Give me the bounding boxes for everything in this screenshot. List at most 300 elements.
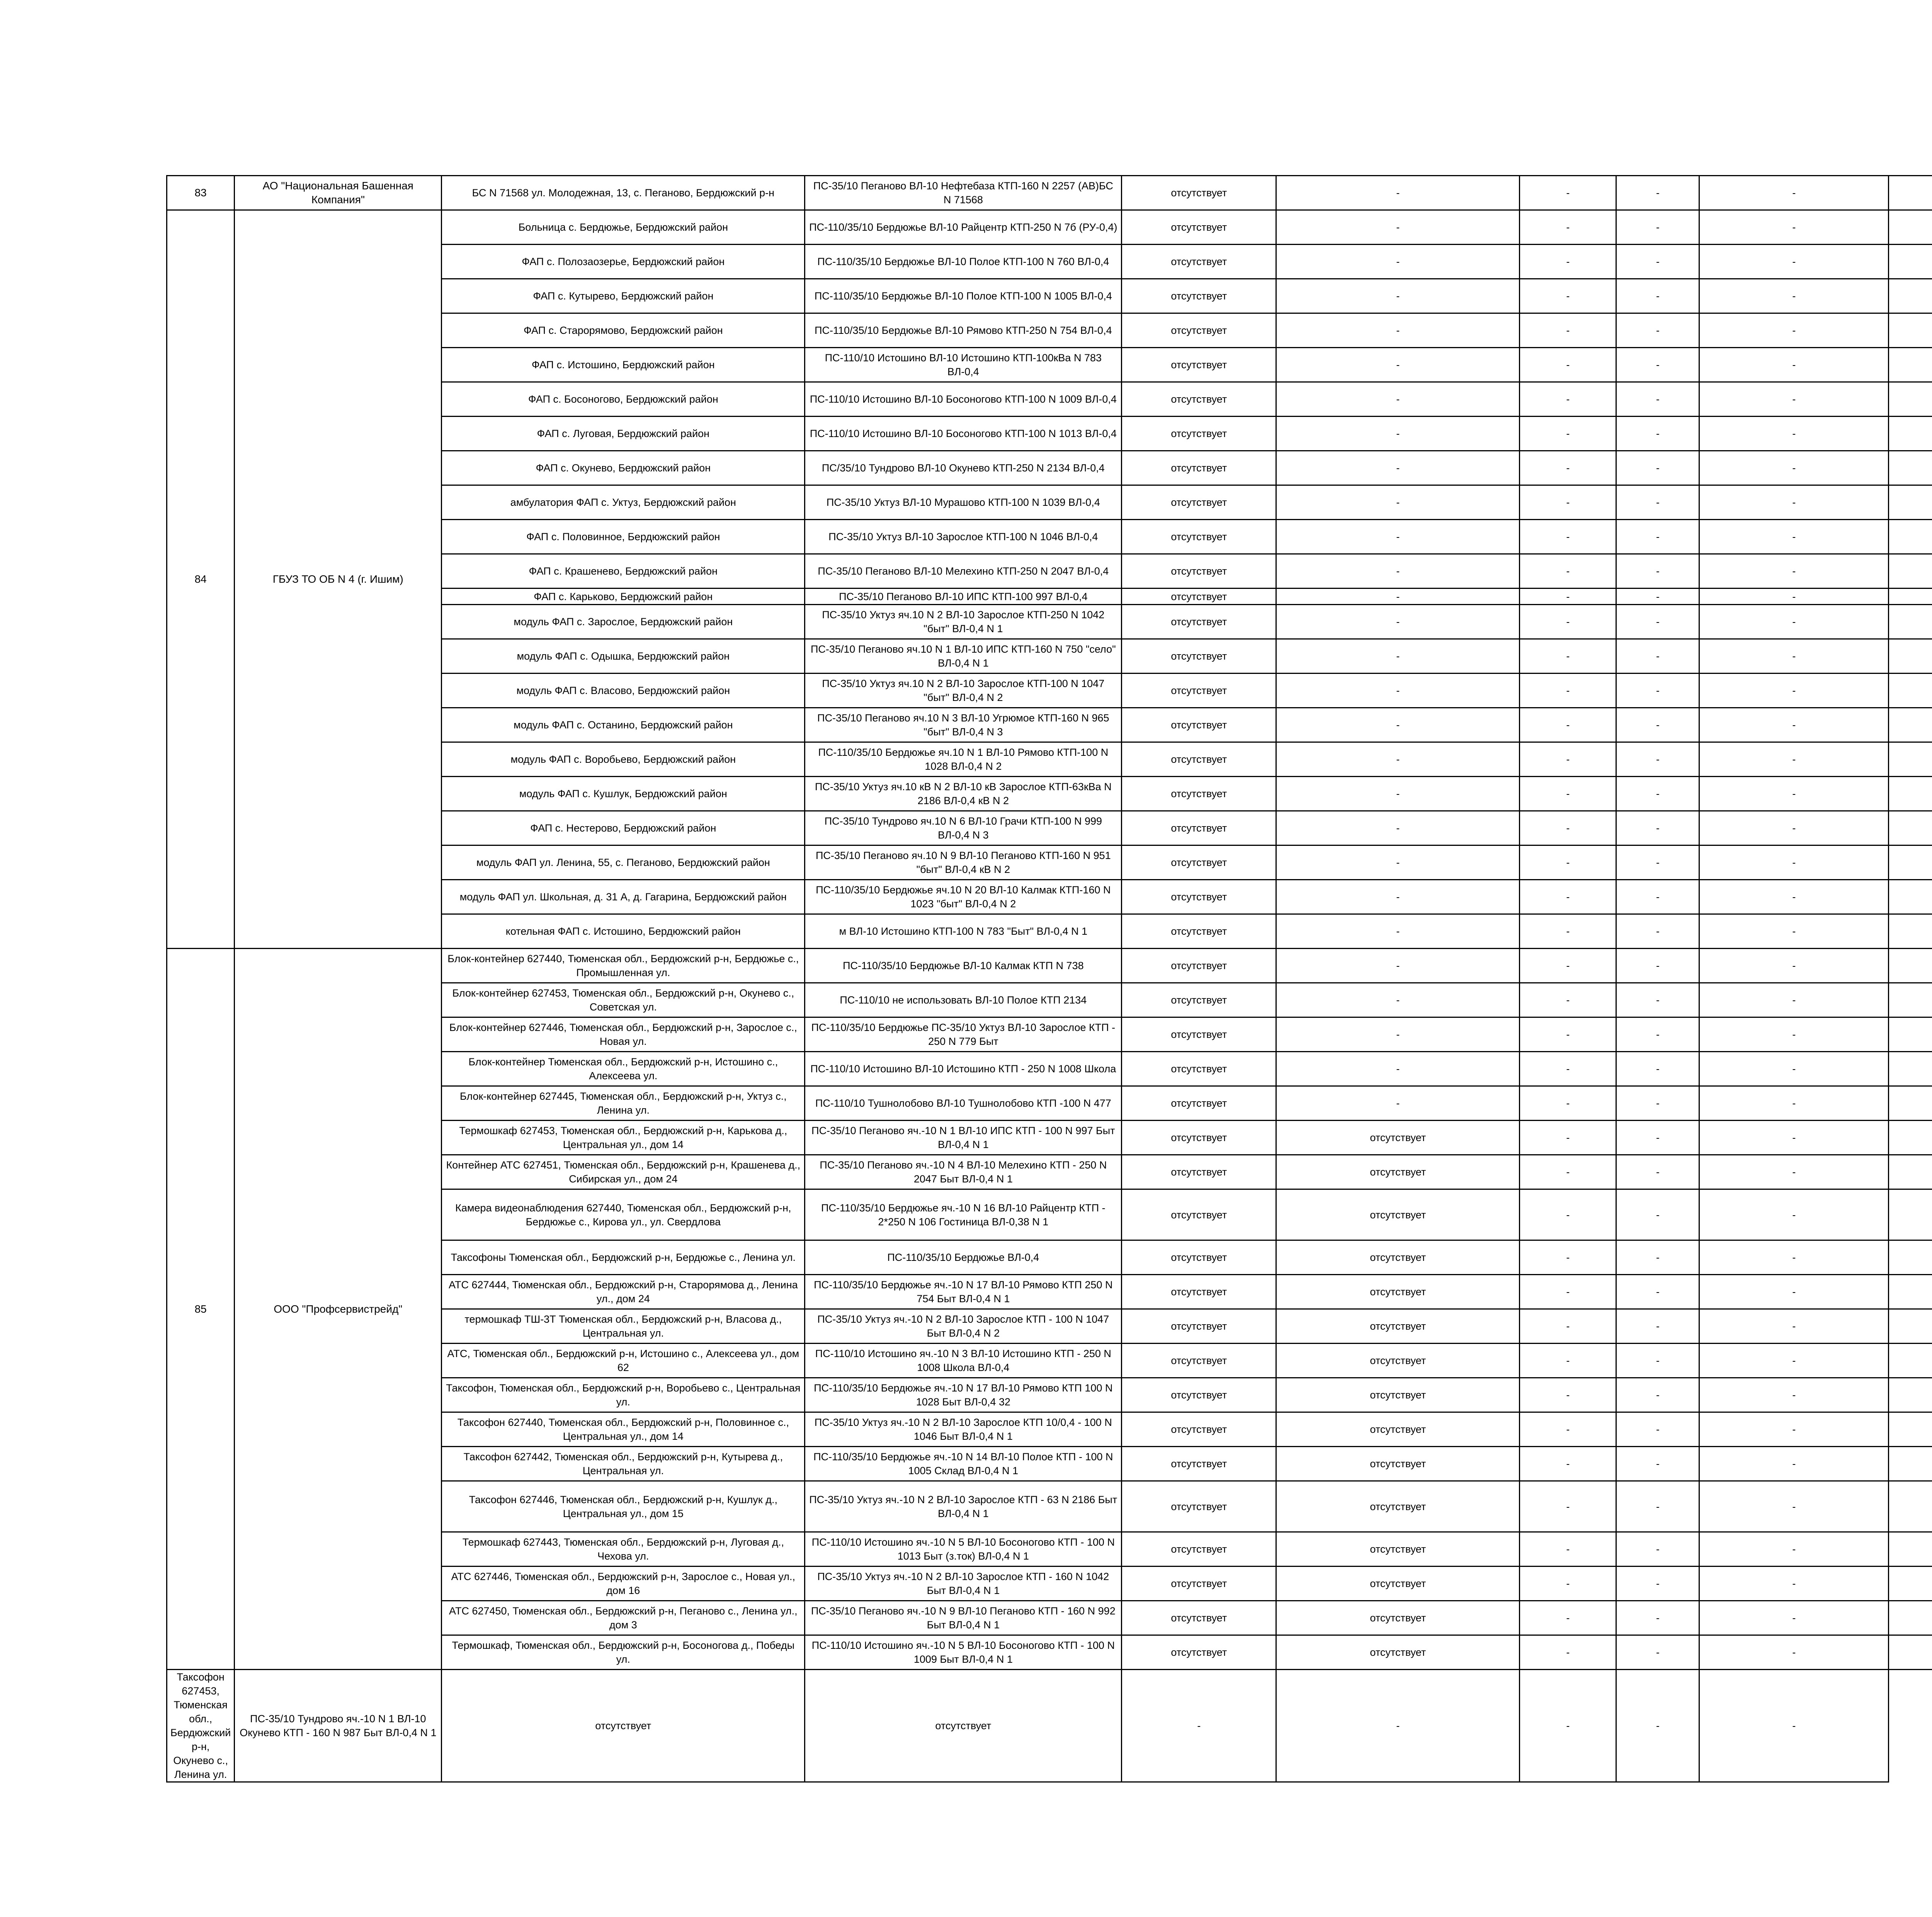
col7-cell: - [1520,589,1616,605]
object-cell: ФАП с. Окунево, Бердюжский район [442,451,805,485]
object-cell: ФАП с. Нестерово, Бердюжский район [442,811,805,845]
feeder-cell: ПС-35/10 Уктуз яч.-10 N 2 ВЛ-10 Зарослое КТП 10/0,4 - 100 N 1046 Быт ВЛ-0,4 N 1 [805,1412,1122,1447]
object-cell: ФАП с. Кутырево, Бердюжский район [442,279,805,313]
col10-cell [1889,1378,1932,1412]
col7-cell: - [1520,639,1616,674]
col7-cell: - [1520,451,1616,485]
col8-cell: - [1616,914,1699,949]
col7-cell: - [1520,210,1616,245]
status-cell: отсутствует [1122,639,1276,674]
col10-cell [1889,1309,1932,1344]
feeder-cell: ПС-110/35/10 Бердюжье яч.10 N 1 ВЛ-10 Рямово КТП-100 N 1028 ВЛ-0,4 N 2 [805,742,1122,777]
col9-cell: - [1699,313,1889,348]
feeder-cell: ПС-35/10 Пеганово ВЛ-10 Нефтебаза КТП-160 N 2257 (АВ)БС N 71568 [805,176,1122,210]
status-cell: отсутствует [1122,382,1276,417]
status2-cell: отсутствует [1276,1344,1520,1378]
col10-cell [1889,1275,1932,1309]
status-cell: отсутствует [1122,674,1276,708]
col7-cell: - [1520,348,1616,382]
col10-cell [1889,639,1932,674]
col8-cell: - [1616,1017,1699,1052]
col8-cell: - [1616,1086,1699,1121]
col10-cell [1889,348,1932,382]
col10-cell [1889,1344,1932,1378]
col7-cell: - [1520,1344,1616,1378]
col8-cell: - [1276,1670,1520,1782]
col10-cell [1889,382,1932,417]
col10-cell [1889,914,1932,949]
col9-cell: - [1699,983,1889,1017]
feeder-cell: ПС-110/10 Истошино ВЛ-10 Истошино КТП-100кВа N 783 ВЛ-0,4 [805,348,1122,382]
status-cell: отсутствует [1122,983,1276,1017]
object-cell: ФАП с. Босоногово, Бердюжский район [442,382,805,417]
col9-cell: - [1699,1052,1889,1086]
status-cell: отсутствует [1122,1275,1276,1309]
status2-cell: - [1276,520,1520,554]
feeder-cell: ПС-110/10 Истошино яч.-10 N 3 ВЛ-10 Истошино КТП - 250 N 1008 Школа ВЛ-0,4 [805,1344,1122,1378]
col8-cell: - [1616,1635,1699,1670]
status-cell: отсутствует [1122,485,1276,520]
col7-cell: - [1520,1378,1616,1412]
feeder-cell: ПС-110/10 не использовать ВЛ-10 Полое КТП 2134 [805,983,1122,1017]
status2-cell: - [1276,983,1520,1017]
status2-cell: отсутствует [1276,1447,1520,1481]
feeder-cell: ПС-110/35/10 Бердюжье ВЛ-0,4 [805,1240,1122,1275]
col7-cell: - [1520,845,1616,880]
status-cell: отсутствует [1122,451,1276,485]
status2-cell: отсутствует [805,1670,1122,1782]
col7-cell: - [1520,1240,1616,1275]
col8-cell: - [1616,983,1699,1017]
status2-cell: - [1276,708,1520,742]
object-cell: модуль ФАП ул. Школьная, д. 31 А, д. Гагарина, Бердюжский район [442,880,805,914]
object-cell: ФАП с. Полозаозерье, Бердюжский район [442,245,805,279]
col10-cell [1889,210,1932,245]
status-cell: отсутствует [1122,742,1276,777]
feeder-cell: ПС-35/10 Пеганово яч.10 N 1 ВЛ-10 ИПС КТП-160 N 750 "село" ВЛ-0,4 N 1 [805,639,1122,674]
status2-cell: отсутствует [1276,1481,1520,1532]
feeder-cell: ПС-110/35/10 Бердюжье ВЛ-10 Калмак КТП N 738 [805,949,1122,983]
object-cell: Таксофон 627440, Тюменская обл., Бердюжский р-н, Половинное с., Центральная ул., дом 14 [442,1412,805,1447]
data-table [166,175,1932,1783]
col9-cell: - [1699,1344,1889,1378]
col9-cell: - [1699,1086,1889,1121]
col7-cell: - [1520,880,1616,914]
status2-cell: - [1276,382,1520,417]
col9-cell: - [1699,485,1889,520]
col10-cell [1889,1240,1932,1275]
feeder-cell: ПС-35/10 Уктуз ВЛ-10 Мурашово КТП-100 N 1039 ВЛ-0,4 [805,485,1122,520]
object-cell: модуль ФАП с. Останино, Бердюжский район [442,708,805,742]
feeder-cell: ПС-35/10 Пеганово яч.-10 N 9 ВЛ-10 Пеганово КТП - 160 N 992 Быт ВЛ-0,4 N 1 [805,1601,1122,1635]
col7-cell: - [1520,983,1616,1017]
table-row [167,949,1932,983]
status-cell: отсутствует [1122,1412,1276,1447]
col10-cell [1889,313,1932,348]
col9-cell: - [1699,708,1889,742]
object-cell: Таксофон 627453, Тюменская обл., Бердюжский р-н, Окунево с., Ленина ул. [167,1670,235,1782]
feeder-cell: ПС-110/35/10 Бердюжье ВЛ-10 Рямово КТП-250 N 754 ВЛ-0,4 [805,313,1122,348]
col7-cell: - [1520,176,1616,210]
col9-cell: - [1699,1309,1889,1344]
object-cell: Таксофон 627442, Тюменская обл., Бердюжский р-н, Кутырева д., Центральная ул. [442,1447,805,1481]
status-cell: отсутствует [1122,1378,1276,1412]
status-cell: отсутствует [1122,949,1276,983]
object-cell: Блок-контейнер Тюменская обл., Бердюжский р-н, Истошино с., Алексеева ул. [442,1052,805,1086]
status2-cell: - [1276,176,1520,210]
object-cell: котельная ФАП с. Истошино, Бердюжский район [442,914,805,949]
status-cell: отсутствует [1122,520,1276,554]
col9-cell: - [1699,1378,1889,1412]
object-cell: Контейнер АТС 627451, Тюменская обл., Бердюжский р-н, Крашенева д., Сибирская ул., дом 24 [442,1155,805,1189]
col11-cell: - [1699,1670,1889,1782]
object-cell: модуль ФАП с. Кушлук, Бердюжский район [442,777,805,811]
object-cell: модуль ФАП с. Одышка, Бердюжский район [442,639,805,674]
feeder-cell: ПС-110/10 Истошино ВЛ-10 Босоногово КТП-100 N 1013 ВЛ-0,4 [805,417,1122,451]
status2-cell: - [1276,485,1520,520]
col9-cell: - [1699,176,1889,210]
object-cell: ФАП с. Половинное, Бердюжский район [442,520,805,554]
col7-cell: - [1520,520,1616,554]
row-number-cell: 84 [167,210,235,949]
col10-cell [1889,451,1932,485]
row-number-cell: 83 [167,176,235,210]
col9-cell: - [1699,1121,1889,1155]
col8-cell: - [1616,279,1699,313]
feeder-cell: ПС-35/10 Уктуз яч.-10 N 2 ВЛ-10 Зарослое КТП - 160 N 1042 Быт ВЛ-0,4 N 1 [805,1567,1122,1601]
col7-cell: - [1520,1121,1616,1155]
col8-cell: - [1616,1567,1699,1601]
col9-cell: - [1699,605,1889,639]
status2-cell: отсутствует [1276,1532,1520,1567]
object-cell: ФАП с. Старорямово, Бердюжский район [442,313,805,348]
col7-cell: - [1520,1052,1616,1086]
status2-cell: - [1276,1086,1520,1121]
col9-cell: - [1699,1412,1889,1447]
col8-cell: - [1616,485,1699,520]
col10-cell [1889,417,1932,451]
col9-cell: - [1699,348,1889,382]
col7-cell: - [1520,417,1616,451]
status-cell: отсутствует [1122,176,1276,210]
col7-cell: - [1520,914,1616,949]
col10-cell [1889,949,1932,983]
col7-cell: - [1520,245,1616,279]
feeder-cell: ПС-35/10 Пеганово яч.-10 N 4 ВЛ-10 Мелехино КТП - 250 N 2047 Быт ВЛ-0,4 N 1 [805,1155,1122,1189]
status-cell: отсутствует [1122,245,1276,279]
col10-cell [1889,1635,1932,1670]
col7-cell: - [1520,949,1616,983]
col7-cell: - [1520,1635,1616,1670]
col10-cell [1889,742,1932,777]
col9-cell: - [1699,1601,1889,1635]
object-cell: АТС 627444, Тюменская обл., Бердюжский р-н, Старорямова д., Ленина ул., дом 24 [442,1275,805,1309]
object-cell: Больница с. Бердюжье, Бердюжский район [442,210,805,245]
status2-cell: - [1276,639,1520,674]
object-cell: Таксофон 627446, Тюменская обл., Бердюжский р-н, Кушлук д., Центральная ул., дом 15 [442,1481,805,1532]
col9-cell: - [1699,382,1889,417]
feeder-cell: ПС-110/35/10 Бердюжье яч.-10 N 16 ВЛ-10 Райцентр КТП - 2*250 N 106 Гостиница ВЛ-0,38 N 1 [805,1189,1122,1240]
col7-cell: - [1520,1412,1616,1447]
feeder-cell: ПС-35/10 Тундрово яч.10 N 6 ВЛ-10 Грачи КТП-100 N 999 ВЛ-0,4 N 3 [805,811,1122,845]
object-cell: модуль ФАП ул. Ленина, 55, с. Пеганово, Бердюжский район [442,845,805,880]
status-cell: отсутствует [1122,1017,1276,1052]
status-cell: отсутствует [1122,811,1276,845]
feeder-cell: ПС-110/10 Истошино яч.-10 N 5 ВЛ-10 Босоногово КТП - 100 N 1013 Быт (з.ток) ВЛ-0,4 N 1 [805,1532,1122,1567]
col10-cell [1889,1601,1932,1635]
status2-cell: - [1276,589,1520,605]
col8-cell: - [1616,811,1699,845]
col8-cell: - [1616,520,1699,554]
status2-cell: - [1276,811,1520,845]
col8-cell: - [1616,777,1699,811]
table-row [167,1670,1932,1782]
status2-cell: - [1276,279,1520,313]
feeder-cell: ПС-110/35/10 Бердюжье яч.-10 N 17 ВЛ-10 Рямово КТП 100 N 1028 Быт ВЛ-0,4 32 [805,1378,1122,1412]
col8-cell: - [1616,451,1699,485]
feeder-cell: ПС-35/10 Пеганово ВЛ-10 Мелехино КТП-250 N 2047 ВЛ-0,4 [805,554,1122,589]
organization-cell: ООО "Профсервистрейд" [235,949,442,1670]
col8-cell: - [1616,1532,1699,1567]
col7-cell: - [1122,1670,1276,1782]
feeder-cell: ПС-35/10 Тундрово яч.-10 N 1 ВЛ-10 Окунево КТП - 160 N 987 Быт ВЛ-0,4 N 1 [235,1670,442,1782]
col10-cell [1889,1481,1932,1532]
col9-cell: - [1699,845,1889,880]
col9-cell: - [1699,1189,1889,1240]
col10-cell [1889,1412,1932,1447]
col10-cell: - [1616,1670,1699,1782]
status2-cell: - [1276,777,1520,811]
col7-cell: - [1520,313,1616,348]
feeder-cell: ПС-35/10 Уктуз яч.10 кВ N 2 ВЛ-10 кВ Зарослое КТП-63кВа N 2186 ВЛ-0,4 кВ N 2 [805,777,1122,811]
status2-cell: отсутствует [1276,1240,1520,1275]
status2-cell: - [1276,1017,1520,1052]
object-cell: Таксофон, Тюменская обл., Бердюжский р-н, Воробьево с., Центральная ул. [442,1378,805,1412]
col8-cell: - [1616,1189,1699,1240]
status-cell: отсутствует [1122,845,1276,880]
table-row [167,210,1932,245]
col9-cell: - [1699,914,1889,949]
object-cell: Таксофоны Тюменская обл., Бердюжский р-н, Бердюжье с., Ленина ул. [442,1240,805,1275]
col8-cell: - [1616,382,1699,417]
col7-cell: - [1520,777,1616,811]
status2-cell: отсутствует [1276,1155,1520,1189]
col8-cell: - [1616,605,1699,639]
object-cell: модуль ФАП с. Воробьево, Бердюжский район [442,742,805,777]
col7-cell: - [1520,1189,1616,1240]
status-cell: отсутствует [1122,1155,1276,1189]
col7-cell: - [1520,1601,1616,1635]
col9-cell: - [1699,279,1889,313]
col10-cell [1889,880,1932,914]
object-cell: Термошкаф, Тюменская обл., Бердюжский р-н, Босоногова д., Победы ул. [442,1635,805,1670]
col10-cell [1889,1532,1932,1567]
object-cell: АТС, Тюменская обл., Бердюжский р-н, Истошино с., Алексеева ул., дом 62 [442,1344,805,1378]
col8-cell: - [1616,1240,1699,1275]
status2-cell: отсутствует [1276,1275,1520,1309]
status-cell: отсутствует [1122,914,1276,949]
object-cell: Блок-контейнер 627445, Тюменская обл., Бердюжский р-н, Уктуз с., Ленина ул. [442,1086,805,1121]
col8-cell: - [1616,674,1699,708]
col8-cell: - [1616,348,1699,382]
organization-cell: АО "Национальная Башенная Компания" [235,176,442,210]
col8-cell: - [1616,639,1699,674]
col8-cell: - [1616,1481,1699,1532]
col10-cell [1889,708,1932,742]
col10-cell [1889,554,1932,589]
col7-cell: - [1520,674,1616,708]
col8-cell: - [1616,1121,1699,1155]
status-cell: отсутствует [1122,1567,1276,1601]
col10-cell [1889,485,1932,520]
status2-cell: - [1276,348,1520,382]
col9-cell: - [1699,639,1889,674]
object-cell: ФАП с. Карьково, Бердюжский район [442,589,805,605]
col9-cell: - [1699,777,1889,811]
feeder-cell: ПС-110/35/10 Бердюжье яч.-10 N 14 ВЛ-10 Полое КТП - 100 N 1005 Склад ВЛ-0,4 N 1 [805,1447,1122,1481]
col8-cell: - [1616,1447,1699,1481]
col10-cell [1889,777,1932,811]
col8-cell: - [1616,845,1699,880]
col7-cell: - [1520,1155,1616,1189]
col9-cell: - [1699,1532,1889,1567]
row-number-cell: 85 [167,949,235,1670]
col7-cell: - [1520,382,1616,417]
status2-cell: - [1276,417,1520,451]
status-cell: отсутствует [1122,279,1276,313]
object-cell: Камера видеонаблюдения 627440, Тюменская обл., Бердюжский р-н, Бердюжье с., Кирова ул., ул. Свердлова [442,1189,805,1240]
col9-cell: - [1699,589,1889,605]
col10-cell [1889,1086,1932,1121]
feeder-cell: ПС-110/35/10 Бердюжье яч.-10 N 17 ВЛ-10 Рямово КТП 250 N 754 Быт ВЛ-0,4 N 1 [805,1275,1122,1309]
object-cell: модуль ФАП с. Зарослое, Бердюжский район [442,605,805,639]
col10-cell [1889,1155,1932,1189]
status2-cell: - [1276,1052,1520,1086]
status-cell: отсутствует [1122,1532,1276,1567]
col7-cell: - [1520,742,1616,777]
col10-cell [1889,245,1932,279]
col9-cell: - [1699,1635,1889,1670]
status2-cell: - [1276,605,1520,639]
feeder-cell: ПС-110/10 Истошино ВЛ-10 Истошино КТП - 250 N 1008 Школа [805,1052,1122,1086]
feeder-cell: ПС-35/10 Уктуз ВЛ-10 Зарослое КТП-100 N 1046 ВЛ-0,4 [805,520,1122,554]
status-cell: отсутствует [1122,880,1276,914]
status-cell: отсутствует [1122,1121,1276,1155]
status-cell: отсутствует [1122,708,1276,742]
status-cell: отсутствует [1122,417,1276,451]
col8-cell: - [1616,417,1699,451]
status2-cell: отсутствует [1276,1121,1520,1155]
feeder-cell: ПС-35/10 Пеганово яч.10 N 3 ВЛ-10 Угрюмое КТП-160 N 965 "быт" ВЛ-0,4 N 3 [805,708,1122,742]
col8-cell: - [1616,1412,1699,1447]
status2-cell: отсутствует [1276,1309,1520,1344]
col10-cell [1889,520,1932,554]
col10-cell [1889,176,1932,210]
col7-cell: - [1520,1567,1616,1601]
col8-cell: - [1616,1052,1699,1086]
status-cell: отсутствует [1122,1309,1276,1344]
col7-cell: - [1520,1275,1616,1309]
object-cell: модуль ФАП с. Власово, Бердюжский район [442,674,805,708]
col9-cell: - [1699,210,1889,245]
object-cell: амбулатория ФАП с. Уктуз, Бердюжский район [442,485,805,520]
col8-cell: - [1616,880,1699,914]
col9-cell: - [1699,949,1889,983]
object-cell: Блок-контейнер 627440, Тюменская обл., Бердюжский р-н, Бердюжье с., Промышленная ул. [442,949,805,983]
status2-cell: - [1276,451,1520,485]
col9-cell: - [1699,742,1889,777]
col9-cell: - [1699,1155,1889,1189]
status-cell: отсутствует [1122,777,1276,811]
col9-cell: - [1699,880,1889,914]
feeder-cell: ПС-110/35/10 Бердюжье ВЛ-10 Райцентр КТП-250 N 7б (РУ-0,4) [805,210,1122,245]
feeder-cell: ПС/35/10 Тундрово ВЛ-10 Окунево КТП-250 N 2134 ВЛ-0,4 [805,451,1122,485]
feeder-cell: ПС-110/10 Истошино яч.-10 N 5 ВЛ-10 Босоногово КТП - 100 N 1009 Быт ВЛ-0,4 N 1 [805,1635,1122,1670]
status2-cell: - [1276,845,1520,880]
status-cell: отсутствует [1122,1240,1276,1275]
col10-cell [1889,1567,1932,1601]
col10-cell [1889,1447,1932,1481]
col8-cell: - [1616,554,1699,589]
feeder-cell: ПС-110/35/10 Бердюжье яч.10 N 20 ВЛ-10 Калмак КТП-160 N 1023 "быт" ВЛ-0,4 N 2 [805,880,1122,914]
feeder-cell: ПС-110/35/10 Бердюжье ВЛ-10 Полое КТП-100 N 760 ВЛ-0,4 [805,245,1122,279]
col8-cell: - [1616,742,1699,777]
col7-cell: - [1520,279,1616,313]
organization-cell: ГБУЗ ТО ОБ N 4 (г. Ишим) [235,210,442,949]
col9-cell: - [1699,1240,1889,1275]
status2-cell: - [1276,674,1520,708]
object-cell: Термошкаф 627453, Тюменская обл., Бердюжский р-н, Карькова д., Центральная ул., дом 14 [442,1121,805,1155]
col8-cell: - [1616,176,1699,210]
object-cell: АТС 627450, Тюменская обл., Бердюжский р-н, Пеганово с., Ленина ул., дом 3 [442,1601,805,1635]
col9-cell: - [1699,1275,1889,1309]
status-cell: отсутствует [1122,589,1276,605]
col7-cell: - [1520,1017,1616,1052]
feeder-cell: ПС-35/10 Уктуз яч.10 N 2 ВЛ-10 Зарослое КТП-100 N 1047 "быт" ВЛ-0,4 N 2 [805,674,1122,708]
col8-cell: - [1616,949,1699,983]
status2-cell: - [1276,914,1520,949]
col10-cell [1889,1121,1932,1155]
status-cell: отсутствует [1122,1447,1276,1481]
col8-cell: - [1616,708,1699,742]
status2-cell: - [1276,742,1520,777]
feeder-cell: ПС-110/10 Истошино ВЛ-10 Босоногово КТП-100 N 1009 ВЛ-0,4 [805,382,1122,417]
object-cell: Блок-контейнер 627446, Тюменская обл., Бердюжский р-н, Зарослое с., Новая ул. [442,1017,805,1052]
feeder-cell: ПС-35/10 Пеганово яч.10 N 9 ВЛ-10 Пеганово КТП-160 N 951 "быт" ВЛ-0,4 кВ N 2 [805,845,1122,880]
status2-cell: - [1276,880,1520,914]
feeder-cell: ПС-110/35/10 Бердюжье ВЛ-10 Полое КТП-100 N 1005 ВЛ-0,4 [805,279,1122,313]
col8-cell: - [1616,210,1699,245]
status-cell: отсутствует [1122,1052,1276,1086]
status-cell: отсутствует [1122,605,1276,639]
col9-cell: - [1520,1670,1616,1782]
status-cell: отсутствует [1122,1189,1276,1240]
feeder-cell: ПС-110/10 Тушнолобово ВЛ-10 Тушнолобово КТП -100 N 477 [805,1086,1122,1121]
col9-cell: - [1699,554,1889,589]
status2-cell: отсутствует [1276,1601,1520,1635]
status2-cell: - [1276,554,1520,589]
status-cell: отсутствует [1122,554,1276,589]
col10-cell [1889,983,1932,1017]
col9-cell: - [1699,245,1889,279]
col9-cell: - [1699,1567,1889,1601]
status2-cell: отсутствует [1276,1189,1520,1240]
col8-cell: - [1616,1601,1699,1635]
status2-cell: отсутствует [1276,1412,1520,1447]
col8-cell: - [1616,1344,1699,1378]
object-cell: ФАП с. Крашенево, Бердюжский район [442,554,805,589]
col10-cell [1889,605,1932,639]
